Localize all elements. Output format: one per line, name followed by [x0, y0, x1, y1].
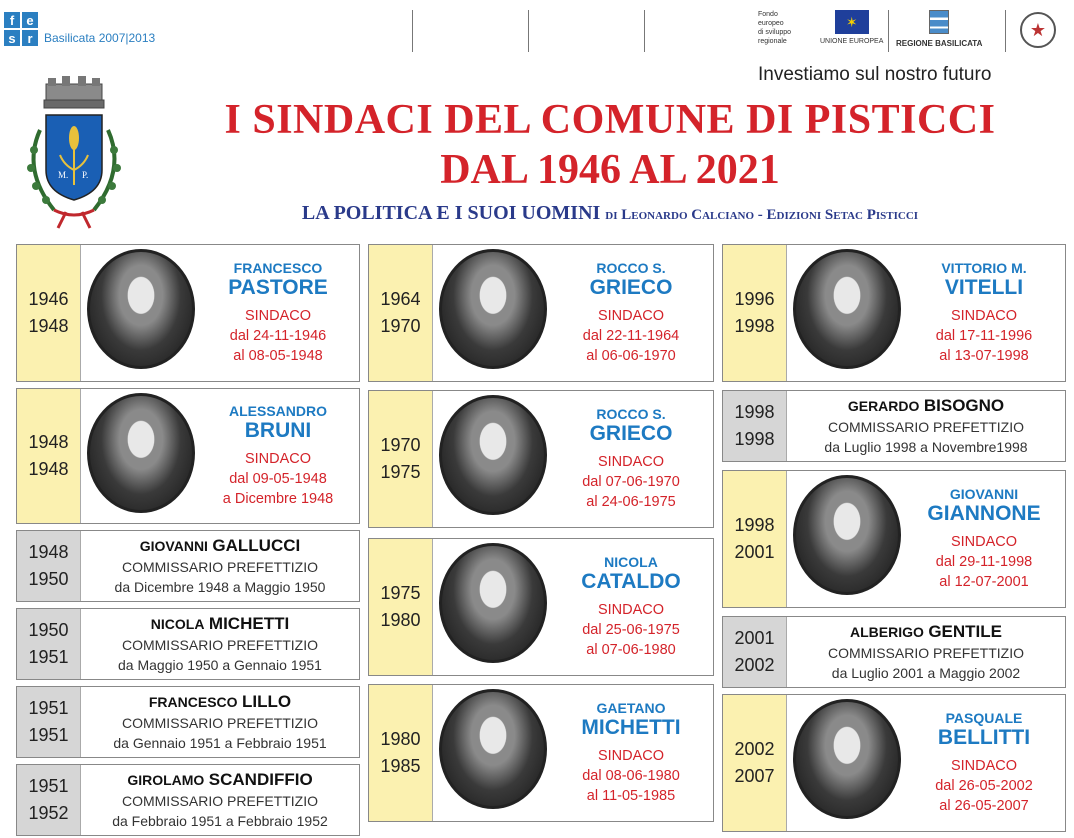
mayor-card: [722, 694, 1066, 832]
term-end: al 07-06-1980: [586, 642, 676, 658]
years-cell: 1946 1948: [17, 245, 81, 381]
fesr-letter: f: [4, 12, 20, 28]
term-period: da Febbraio 1951 a Febbraio 1952: [112, 813, 328, 829]
last-name: BELLITTI: [937, 726, 1031, 749]
subtitle: [150, 202, 1070, 225]
portrait-photo: [439, 395, 547, 515]
portrait-photo: [439, 543, 547, 663]
last-name: GIANNONE: [927, 502, 1041, 525]
eu-fund-text: Fondo europeo di sviluppo regionale: [758, 11, 792, 45]
header-divider: [528, 10, 529, 52]
role: SINDACO: [597, 602, 665, 618]
term-period: da Dicembre 1948 a Maggio 1950: [114, 579, 326, 595]
last-name: VITELLI: [944, 276, 1024, 299]
eu-logo-block: [758, 10, 883, 46]
role: SINDACO: [950, 308, 1018, 324]
first-name: ALESSANDRO: [228, 403, 327, 419]
role: COMMISSARIO PREFETTIZIO: [827, 645, 1024, 661]
last-name: BRUNI: [244, 419, 312, 442]
years-cell: 1950 1951: [17, 609, 81, 679]
term-end: al 26-05-2007: [939, 798, 1029, 814]
commissioner-name: GIROLAMO SCANDIFFIO: [127, 770, 313, 789]
portrait-photo: [439, 689, 547, 809]
role: SINDACO: [950, 534, 1018, 550]
fesr-text: Basilicata 2007|2013: [44, 31, 156, 45]
last-name: MICHETTI: [581, 716, 681, 739]
portrait-photo: [793, 475, 901, 595]
fesr-letter: s: [4, 30, 20, 46]
page-title: I SINDACI DEL COMUNE DI PISTICCI: [224, 97, 996, 143]
italian-republic-emblem-icon: ★: [1020, 12, 1056, 48]
portrait-photo: [439, 249, 547, 369]
years-cell: 1998 1998: [723, 391, 787, 461]
first-name: ROCCO S.: [596, 260, 666, 276]
term-end: al 24-06-1975: [586, 494, 676, 510]
commissioner-card: [16, 686, 360, 758]
years-cell: 1996 1998: [723, 245, 787, 381]
years-cell: 1948 1948: [17, 389, 81, 523]
role: COMMISSARIO PREFETTIZIO: [121, 559, 318, 575]
last-name: PASTORE: [228, 276, 328, 299]
coat-letter-p: P.: [82, 170, 89, 180]
region-logo-block: [896, 10, 982, 48]
mayor-card: [368, 538, 714, 676]
term-start: dal 24-11-1946: [229, 328, 327, 344]
commissioner-card: [722, 616, 1066, 688]
years-cell: 2001 2002: [723, 617, 787, 687]
term-start: dal 26-05-2002: [935, 778, 1033, 794]
term-period: da Luglio 1998 a Novembre1998: [824, 439, 1028, 455]
years-cell: 1964 1970: [369, 245, 433, 381]
commissioner-card: [16, 764, 360, 836]
first-name: ROCCO S.: [596, 406, 666, 422]
fesr-letter: e: [22, 12, 38, 28]
commissioner-name: GIOVANNI GALLUCCI: [139, 536, 301, 555]
mayor-card: [722, 244, 1066, 382]
mayor-card: [16, 388, 360, 524]
term-start: dal 25-06-1975: [582, 622, 680, 638]
mayor-card: [16, 244, 360, 382]
first-name: FRANCESCO: [233, 260, 323, 276]
term-end: al 11-05-1985: [586, 788, 676, 804]
mayor-card: [368, 244, 714, 382]
region-emblem-icon: [929, 10, 949, 34]
term-start: dal 08-06-1980: [582, 768, 680, 784]
years-cell: 1951 1952: [17, 765, 81, 835]
term-end: al 08-05-1948: [233, 348, 323, 364]
years-cell: 1948 1950: [17, 531, 81, 601]
years-cell: 1951 1951: [17, 687, 81, 757]
role: SINDACO: [597, 748, 665, 764]
last-name: GRIECO: [589, 276, 673, 299]
term-start: dal 29-11-1998: [935, 554, 1033, 570]
years-cell: 1975 1980: [369, 539, 433, 675]
term-end: a Dicembre 1948: [222, 491, 334, 507]
commissioner-name: ALBERIGO GENTILE: [849, 622, 1002, 641]
subtitle-main: LA POLITICA E I SUOI UOMINI: [301, 202, 601, 224]
fesr-logo: [4, 12, 38, 46]
commissioner-name: GERARDO BISOGNO: [847, 396, 1005, 415]
coat-letter-m: M.: [58, 170, 69, 180]
commissioner-name: FRANCESCO LILLO: [148, 692, 292, 711]
role: SINDACO: [597, 454, 665, 470]
mayor-card: [368, 390, 714, 528]
first-name: GAETANO: [596, 700, 666, 716]
term-period: da Maggio 1950 a Gennaio 1951: [118, 657, 322, 673]
header-divider: [412, 10, 413, 52]
role: COMMISSARIO PREFETTIZIO: [121, 715, 318, 731]
years-cell: 1970 1975: [369, 391, 433, 527]
term-start: dal 09-05-1948: [229, 471, 327, 487]
header-divider: [644, 10, 645, 52]
commissioner-card: [722, 390, 1066, 462]
portrait-photo: [793, 699, 901, 819]
commissioner-name: NICOLA MICHETTI: [150, 614, 290, 633]
role: COMMISSARIO PREFETTIZIO: [827, 419, 1024, 435]
eu-label: UNIONE EUROPEA: [820, 38, 884, 45]
term-start: dal 17-11-1996: [935, 328, 1033, 344]
page-title-years: DAL 1946 AL 2021: [440, 147, 780, 193]
tagline: Investiamo sul nostro futuro: [758, 64, 992, 85]
header-divider: [1005, 10, 1006, 52]
first-name: GIOVANNI: [949, 486, 1019, 502]
region-label: REGIONE BASILICATA: [896, 39, 983, 48]
role: COMMISSARIO PREFETTIZIO: [121, 793, 318, 809]
commissioner-card: [16, 530, 360, 602]
fesr-logo-block: [4, 12, 155, 46]
term-period: da Gennaio 1951 a Febbraio 1951: [113, 735, 327, 751]
commissioner-card: [16, 608, 360, 680]
subtitle-author: di Leonardo Calciano - Edizioni Setac Pisticci: [605, 207, 919, 223]
term-period: da Luglio 2001 a Maggio 2002: [831, 665, 1021, 681]
first-name: PASQUALE: [945, 710, 1023, 726]
last-name: CATALDO: [581, 570, 681, 593]
term-end: al 06-06-1970: [586, 348, 676, 364]
years-cell: 1980 1985: [369, 685, 433, 821]
term-start: dal 07-06-1970: [582, 474, 680, 490]
first-name: NICOLA: [604, 554, 658, 570]
role: SINDACO: [244, 451, 312, 467]
first-name: VITTORIO M.: [941, 260, 1027, 276]
coat-of-arms-icon: [14, 70, 134, 235]
role: SINDACO: [597, 308, 665, 324]
role: COMMISSARIO PREFETTIZIO: [121, 637, 318, 653]
portrait-photo: [87, 249, 195, 369]
term-end: al 12-07-2001: [939, 574, 1029, 590]
role: SINDACO: [950, 758, 1018, 774]
mayor-card: [368, 684, 714, 822]
portrait-photo: [87, 393, 195, 513]
years-cell: 1998 2001: [723, 471, 787, 607]
term-end: al 13-07-1998: [939, 348, 1029, 364]
fesr-letter: r: [22, 30, 38, 46]
years-cell: 2002 2007: [723, 695, 787, 831]
header-divider: [888, 10, 889, 52]
eu-flag-icon: ✶: [835, 10, 869, 34]
last-name: GRIECO: [589, 422, 673, 445]
term-start: dal 22-11-1964: [582, 328, 680, 344]
mayor-card: [722, 470, 1066, 608]
portrait-photo: [793, 249, 901, 369]
role: SINDACO: [244, 308, 312, 324]
